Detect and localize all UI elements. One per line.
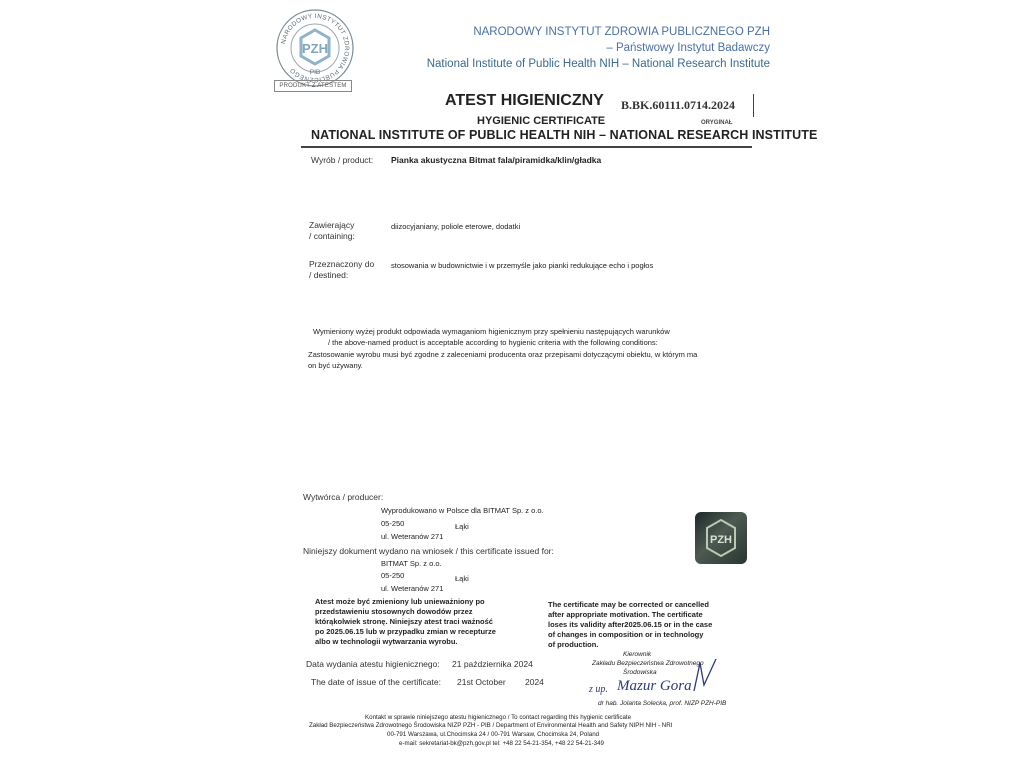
destined-label: Przeznaczony do — [309, 259, 375, 269]
footer-address: 00-791 Warszawa, ul.Chocimska 24 / 00-791 Warsaw, Chocimska 24, Poland — [387, 731, 600, 738]
page-title: ATEST HIGIENICZNY — [445, 92, 604, 109]
validity-en-3: loses its validity after2025.06.15 or in the case — [548, 620, 713, 629]
product-label: Wyrób / product: — [311, 155, 374, 165]
validity-pl-2: przedstawieniu stosownych dowodów przez — [315, 607, 473, 616]
issued-for-street: ul. Weteranów 271 — [381, 584, 444, 593]
footer-contact: Kontakt w sprawie niniejszego atestu higienicznego / To contact regarding this hygienic certificate — [365, 714, 632, 721]
institute-header — [427, 24, 770, 72]
issue-date-year-en: 2024 — [525, 677, 544, 687]
signature: Mazur Gora — [617, 678, 692, 694]
validity-pl-5: albo w technologii wytwarzania wyrobu. — [315, 637, 458, 646]
producer-city: Łąki — [455, 522, 469, 531]
conditions-line-en: / the above-named product is acceptable according to hygienic criteria with the following conditions: — [328, 338, 658, 347]
validity-en-5: of production. — [548, 640, 599, 649]
producer-label: Wytwórca / producer: — [303, 492, 384, 502]
conditions-text-cont: on być używany. — [308, 361, 363, 370]
issue-date-value-pl: 21 października 2024 — [452, 659, 533, 669]
producer-postcode: 05-250 — [381, 519, 405, 528]
certificate-number: B.BK.60111.0714.2024 — [621, 98, 736, 112]
institute-type-pl: – Państwowy Instytut Badawczy — [606, 42, 770, 54]
original-label: ORYGINAŁ — [701, 120, 733, 126]
institute-name-en: National Institute of Public Health NIH – National Research Institute — [426, 58, 770, 70]
hologram-seal — [695, 512, 747, 564]
validity-en-1: The certificate may be corrected or cancelled — [548, 600, 709, 609]
validity-en-4: of changes in composition or in technology — [548, 630, 704, 639]
certificate-page — [245, 0, 818, 768]
issue-date-value-en: 21st October — [457, 677, 506, 687]
containing-value: diizocyjaniany, poliole eterowe, dodatki — [391, 222, 521, 231]
svg-text:NARODOWY INSTYTUT ZDROWIA PUBL: NARODOWY INSTYTUT ZDROWIA PUBLICZNEGO — [280, 12, 351, 84]
signatory-name: dr hab. Jolanta Solecka, prof. NIZP PZH-PIB — [598, 700, 727, 707]
product-value: Pianka akustyczna Bitmat fala/piramidka/klin/gładka — [391, 155, 602, 165]
issued-for-label: Niniejszy dokument wydano na wniosek / this certificate issued for: — [303, 546, 554, 556]
certificate-subtitle: HYGIENIC CERTIFICATE — [477, 115, 606, 127]
validity-pl-3: którąkolwiek stronę. Niniejszy atest traci ważność — [315, 617, 493, 626]
signatory-title: Kierownik — [623, 651, 652, 658]
hologram-icon — [695, 512, 747, 564]
signature-prefix: z up. — [589, 684, 608, 695]
issued-for-postcode: 05-250 — [381, 571, 405, 580]
signatory-dept-cont: Środowiska — [623, 669, 657, 676]
containing-label: Zawierający — [309, 220, 355, 230]
issue-date-label-pl: Data wydania atestu higienicznego: — [306, 659, 440, 669]
validity-en-2: after appropriate motivation. The certificate — [548, 610, 703, 619]
footer-department: Zakład Bezpieczeństwa Zdrowotnego Środowiska NIZP PZH - PIB / Department of Environmental Health and Safety NIPH NIH - NRI — [309, 722, 673, 729]
issued-for-city: Łąki — [455, 574, 469, 583]
logo-seal-icon — [275, 8, 355, 88]
destined-label-en: / destined: — [309, 270, 349, 280]
footer-email-phone: e-mail: sekretariat-bk@pzh.gov.pl tel: +48 22 54-21-354, +48 22 54-21-349 — [399, 740, 604, 747]
title-rule — [301, 146, 752, 148]
conditions-line-pl: Wymieniony wyżej produkt odpowiada wymaganiom higienicznym przy spełnieniu następujących warunków — [313, 327, 670, 336]
svg-text:PZH: PZH — [302, 41, 328, 56]
institute-name-pl: NARODOWY INSTYTUT ZDROWIA PUBLICZNEGO PZH — [473, 26, 770, 38]
logo-badge: PRODUKT Z ATESTEM — [274, 80, 352, 92]
issue-date-label-en: The date of issue of the certificate: — [311, 677, 441, 687]
svg-text:PZH: PZH — [710, 534, 732, 546]
validity-pl-4: po 2025.06.15 lub w przypadku zmian w recepturze — [315, 627, 496, 636]
containing-label-en: / containing: — [309, 231, 355, 241]
validity-pl-1: Atest może być zmieniony lub unieważniony po — [315, 597, 485, 606]
conditions-text: Zastosowanie wyrobu musi być zgodne z zaleceniami producenta oraz przepisami dotyczącymi obiektu, w którym ma — [308, 350, 698, 359]
issued-for-name: BITMAT Sp. z o.o. — [381, 559, 442, 568]
destined-value: stosowania w budownictwie i w przemyśle jako pianki redukujące echo i pogłos — [391, 261, 654, 270]
signature-stroke-icon — [690, 655, 720, 695]
signatory-dept: Zakładu Bezpieczeństwa Zdrowotnego — [592, 660, 704, 667]
producer-name: Wyprodukowano w Polsce dla BITMAT Sp. z o.o. — [381, 506, 544, 515]
svg-text:PIB: PIB — [309, 69, 321, 76]
producer-street: ul. Weteranów 271 — [381, 532, 444, 541]
nizp-pzh-logo — [275, 8, 355, 88]
certificate-institute: NATIONAL INSTITUTE OF PUBLIC HEALTH NIH – NATIONAL RESEARCH INSTITUTE — [311, 128, 818, 142]
